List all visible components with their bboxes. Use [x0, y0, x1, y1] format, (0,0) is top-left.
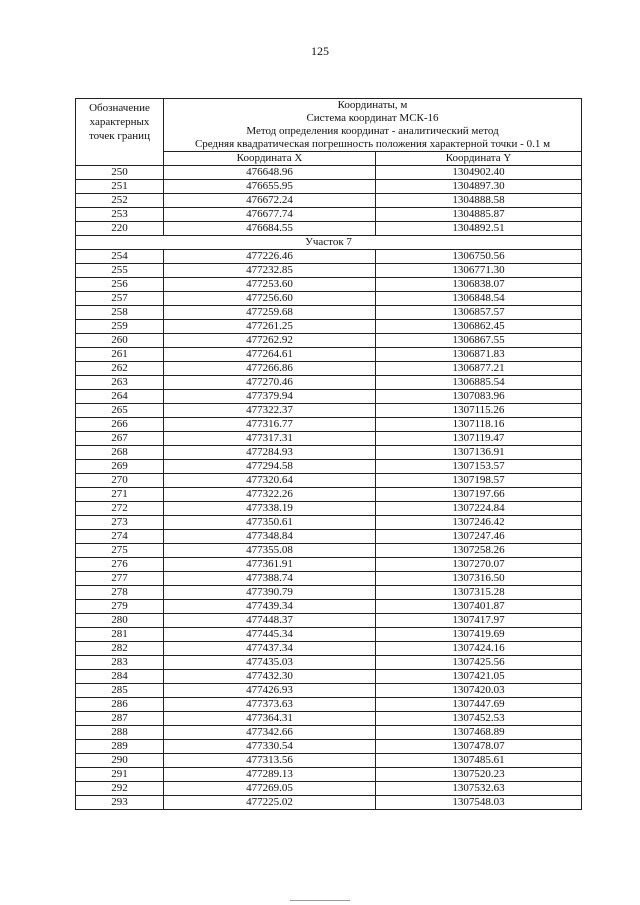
- table-row: [76, 208, 582, 222]
- coordinate-y-cell: 1306877.21: [376, 362, 582, 376]
- coordinate-y-cell: 1307246.42: [376, 516, 582, 530]
- coordinate-x-cell: 477269.05: [164, 782, 376, 796]
- point-id-cell: 263: [76, 376, 164, 390]
- table-row: [76, 572, 582, 586]
- coordinate-y-cell: 1307468.89: [376, 726, 582, 740]
- point-id-cell: 252: [76, 194, 164, 208]
- point-id-cell: 256: [76, 278, 164, 292]
- coordinate-x-cell: 477264.61: [164, 348, 376, 362]
- coordinate-y-cell: 1307153.57: [376, 460, 582, 474]
- coordinate-y-cell: 1307270.07: [376, 558, 582, 572]
- section-row: [76, 236, 582, 250]
- coordinate-y-cell: 1304902.40: [376, 166, 582, 180]
- coordinate-y-cell: 1307425.56: [376, 656, 582, 670]
- point-id-cell: 276: [76, 558, 164, 572]
- point-id-cell: 279: [76, 600, 164, 614]
- table-row: [76, 530, 582, 544]
- table-row: [76, 334, 582, 348]
- coordinates-table: [75, 98, 582, 810]
- point-id-cell: 257: [76, 292, 164, 306]
- coordinate-x-cell: 477364.31: [164, 712, 376, 726]
- coordinate-x-cell: 477355.08: [164, 544, 376, 558]
- point-id-cell: 280: [76, 614, 164, 628]
- table-row: [76, 754, 582, 768]
- point-id-cell: 220: [76, 222, 164, 236]
- coordinate-y-cell: 1306771.30: [376, 264, 582, 278]
- point-id-cell: 290: [76, 754, 164, 768]
- coordinate-x-cell: 477439.34: [164, 600, 376, 614]
- coordinate-x-cell: 477289.13: [164, 768, 376, 782]
- coordinate-y-cell: 1306848.54: [376, 292, 582, 306]
- coordinate-x-cell: 477259.68: [164, 306, 376, 320]
- coordinate-x-cell: 477445.34: [164, 628, 376, 642]
- coordinate-y-cell: 1307520.23: [376, 768, 582, 782]
- table-row: [76, 614, 582, 628]
- coordinate-x-cell: 476672.24: [164, 194, 376, 208]
- point-designation-header: Обозначение характерных точек границ: [76, 99, 164, 166]
- coordinates-title: Координаты, м: [337, 99, 408, 111]
- coordinate-y-cell: 1304885.87: [376, 208, 582, 222]
- coordinate-x-cell: 477284.93: [164, 446, 376, 460]
- point-id-cell: 269: [76, 460, 164, 474]
- table-row: [76, 362, 582, 376]
- table-row: [76, 460, 582, 474]
- coordinate-x-cell: 477261.25: [164, 320, 376, 334]
- point-id-cell: 273: [76, 516, 164, 530]
- coordinate-y-cell: 1307197.66: [376, 488, 582, 502]
- point-id-cell: 286: [76, 698, 164, 712]
- method-line: Метод определения координат - аналитический метод: [246, 125, 499, 137]
- table-row: [76, 712, 582, 726]
- coordinate-x-cell: 477437.34: [164, 642, 376, 656]
- point-id-cell: 284: [76, 670, 164, 684]
- table-row: [76, 348, 582, 362]
- point-id-cell: 250: [76, 166, 164, 180]
- coordinate-y-cell: 1307447.69: [376, 698, 582, 712]
- coordinate-x-cell: 477316.77: [164, 418, 376, 432]
- coordinate-x-cell: 477256.60: [164, 292, 376, 306]
- point-id-cell: 267: [76, 432, 164, 446]
- coordinate-y-cell: 1307532.63: [376, 782, 582, 796]
- table-row: [76, 446, 582, 460]
- point-id-cell: 277: [76, 572, 164, 586]
- coordinate-y-cell: 1306885.54: [376, 376, 582, 390]
- coordinate-x-cell: 477330.54: [164, 740, 376, 754]
- coordinate-y-cell: 1304888.58: [376, 194, 582, 208]
- table-row: [76, 250, 582, 264]
- table-row: [76, 544, 582, 558]
- table-row: [76, 474, 582, 488]
- coordinate-x-cell: 477342.66: [164, 726, 376, 740]
- coordinate-y-cell: 1304897.30: [376, 180, 582, 194]
- table-row: [76, 404, 582, 418]
- table-row: [76, 684, 582, 698]
- table-row: [76, 740, 582, 754]
- table-row: [76, 698, 582, 712]
- coordinate-x-cell: 477388.74: [164, 572, 376, 586]
- table-row: [76, 292, 582, 306]
- coordinate-y-cell: 1306750.56: [376, 250, 582, 264]
- point-id-cell: 254: [76, 250, 164, 264]
- header-row: [76, 99, 582, 152]
- point-id-cell: 268: [76, 446, 164, 460]
- table-row: [76, 600, 582, 614]
- point-id-cell: 291: [76, 768, 164, 782]
- table-row: [76, 586, 582, 600]
- coordinate-x-cell: 477226.46: [164, 250, 376, 264]
- table-row: [76, 502, 582, 516]
- point-id-cell: 283: [76, 656, 164, 670]
- table-row: [76, 376, 582, 390]
- point-id-cell: 293: [76, 796, 164, 810]
- point-id-cell: 282: [76, 642, 164, 656]
- coordinate-x-cell: 477348.84: [164, 530, 376, 544]
- coordinate-y-cell: 1307115.26: [376, 404, 582, 418]
- coordinate-y-cell: 1307419.69: [376, 628, 582, 642]
- coordinate-system: Система координат МСК-16: [306, 112, 439, 124]
- coordinate-x-cell: 477294.58: [164, 460, 376, 474]
- table-row: [76, 796, 582, 810]
- coordinate-x-cell: 477390.79: [164, 586, 376, 600]
- coordinate-y-cell: 1306838.07: [376, 278, 582, 292]
- table-row: [76, 390, 582, 404]
- table-body: [76, 166, 582, 810]
- point-id-cell: 262: [76, 362, 164, 376]
- table-row: [76, 726, 582, 740]
- table-row: [76, 194, 582, 208]
- point-id-cell: 266: [76, 418, 164, 432]
- coordinate-y-cell: 1307315.28: [376, 586, 582, 600]
- coordinate-x-header: Координата X: [164, 152, 376, 166]
- coordinate-x-cell: 477225.02: [164, 796, 376, 810]
- point-id-cell: 289: [76, 740, 164, 754]
- coordinate-y-cell: 1307478.07: [376, 740, 582, 754]
- coordinate-y-cell: 1307119.47: [376, 432, 582, 446]
- coordinate-x-cell: 476648.96: [164, 166, 376, 180]
- table-row: [76, 782, 582, 796]
- coordinate-y-cell: 1307198.57: [376, 474, 582, 488]
- point-id-cell: 288: [76, 726, 164, 740]
- coordinate-y-cell: 1307424.16: [376, 642, 582, 656]
- scan-mark: [290, 900, 350, 901]
- table-row: [76, 180, 582, 194]
- coordinate-x-cell: 477435.03: [164, 656, 376, 670]
- point-id-cell: 261: [76, 348, 164, 362]
- table-row: [76, 222, 582, 236]
- coordinate-y-cell: 1307247.46: [376, 530, 582, 544]
- coordinate-y-cell: 1307118.16: [376, 418, 582, 432]
- coordinate-y-cell: 1306857.57: [376, 306, 582, 320]
- coordinate-y-cell: 1307258.26: [376, 544, 582, 558]
- point-id-cell: 260: [76, 334, 164, 348]
- coordinate-x-cell: 477317.31: [164, 432, 376, 446]
- coordinate-x-cell: 477266.86: [164, 362, 376, 376]
- coordinate-y-cell: 1307420.03: [376, 684, 582, 698]
- coordinate-x-cell: 477313.56: [164, 754, 376, 768]
- coordinate-y-cell: 1307421.05: [376, 670, 582, 684]
- coordinate-y-cell: 1307485.61: [376, 754, 582, 768]
- point-id-cell: 271: [76, 488, 164, 502]
- page-number: 125: [311, 44, 329, 58]
- coordinate-x-cell: 477232.85: [164, 264, 376, 278]
- point-id-cell: 270: [76, 474, 164, 488]
- coordinate-y-header: Координата Y: [376, 152, 582, 166]
- table-row: [76, 418, 582, 432]
- coordinate-x-cell: 477262.92: [164, 334, 376, 348]
- point-id-cell: 285: [76, 684, 164, 698]
- table-row: [76, 264, 582, 278]
- table-row: [76, 166, 582, 180]
- point-id-cell: 278: [76, 586, 164, 600]
- coordinate-x-cell: 477350.61: [164, 516, 376, 530]
- point-id-cell: 251: [76, 180, 164, 194]
- point-id-cell: 259: [76, 320, 164, 334]
- table-row: [76, 558, 582, 572]
- point-id-cell: 281: [76, 628, 164, 642]
- point-id-cell: 258: [76, 306, 164, 320]
- table-row: [76, 670, 582, 684]
- coordinate-x-cell: 477322.26: [164, 488, 376, 502]
- coordinate-y-cell: 1306871.83: [376, 348, 582, 362]
- coordinate-y-cell: 1307417.97: [376, 614, 582, 628]
- coordinate-x-cell: 477322.37: [164, 404, 376, 418]
- coordinate-x-cell: 477361.91: [164, 558, 376, 572]
- point-id-cell: 275: [76, 544, 164, 558]
- coordinates-header: [164, 99, 582, 152]
- coordinate-y-cell: 1307083.96: [376, 390, 582, 404]
- coordinate-x-cell: 477320.64: [164, 474, 376, 488]
- table-row: [76, 628, 582, 642]
- coordinate-x-cell: 477432.30: [164, 670, 376, 684]
- error-line: Средняя квадратическая погрешность положения характерной точки - 0.1 м: [194, 138, 551, 150]
- coordinate-y-cell: 1307136.91: [376, 446, 582, 460]
- table-row: [76, 306, 582, 320]
- point-id-cell: 272: [76, 502, 164, 516]
- coordinate-y-cell: 1307548.03: [376, 796, 582, 810]
- table-row: [76, 432, 582, 446]
- coordinate-x-cell: 476655.95: [164, 180, 376, 194]
- coordinate-y-cell: 1306862.45: [376, 320, 582, 334]
- table-row: [76, 320, 582, 334]
- coordinate-x-cell: 477338.19: [164, 502, 376, 516]
- point-id-cell: 274: [76, 530, 164, 544]
- coordinate-x-cell: 476684.55: [164, 222, 376, 236]
- point-id-cell: 287: [76, 712, 164, 726]
- coordinate-x-cell: 477253.60: [164, 278, 376, 292]
- table-row: [76, 768, 582, 782]
- table-row: [76, 488, 582, 502]
- point-id-cell: 253: [76, 208, 164, 222]
- coordinate-x-cell: 476677.74: [164, 208, 376, 222]
- coordinate-y-cell: 1307452.53: [376, 712, 582, 726]
- point-id-cell: 265: [76, 404, 164, 418]
- table-row: [76, 656, 582, 670]
- coordinate-y-cell: 1304892.51: [376, 222, 582, 236]
- coordinate-x-cell: 477448.37: [164, 614, 376, 628]
- coordinate-x-cell: 477270.46: [164, 376, 376, 390]
- coordinate-x-cell: 477426.93: [164, 684, 376, 698]
- point-id-cell: 292: [76, 782, 164, 796]
- coordinate-x-cell: 477373.63: [164, 698, 376, 712]
- coordinate-y-cell: 1307316.50: [376, 572, 582, 586]
- point-id-cell: 264: [76, 390, 164, 404]
- coordinate-y-cell: 1307224.84: [376, 502, 582, 516]
- table-row: [76, 516, 582, 530]
- coordinate-x-cell: 477379.94: [164, 390, 376, 404]
- coordinate-y-cell: 1306867.55: [376, 334, 582, 348]
- table-row: [76, 278, 582, 292]
- coordinate-y-cell: 1307401.87: [376, 600, 582, 614]
- section-title: Участок 7: [76, 236, 582, 250]
- table-row: [76, 642, 582, 656]
- point-id-cell: 255: [76, 264, 164, 278]
